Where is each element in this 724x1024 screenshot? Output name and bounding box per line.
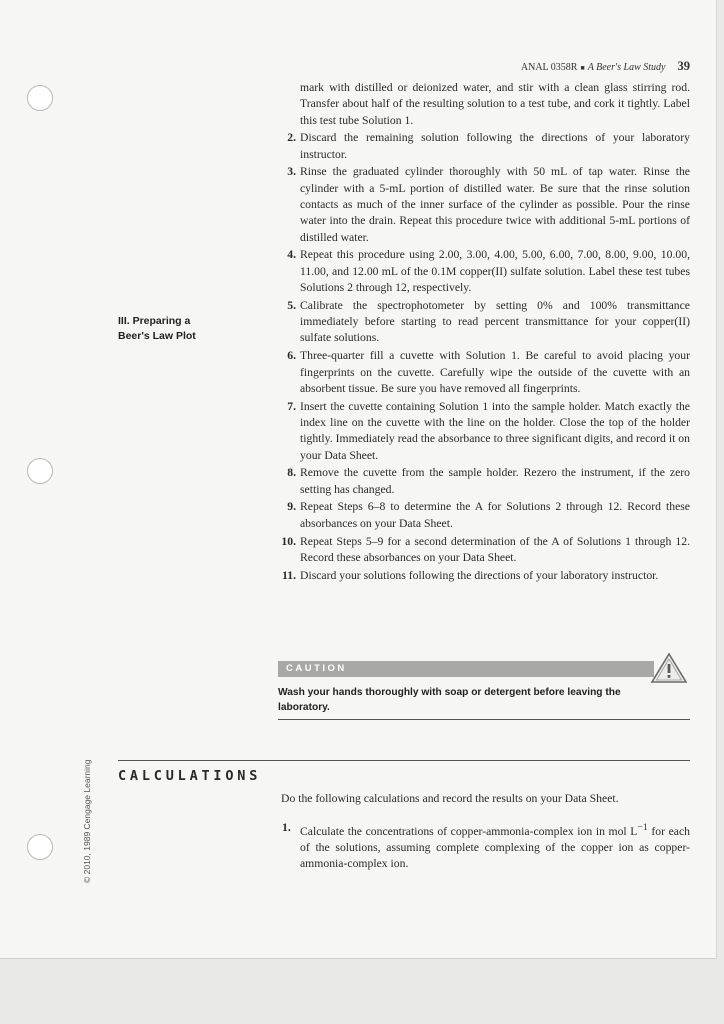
procedure-step [287,130,690,163]
step-number: 6. [287,349,296,363]
binder-hole-bottom [27,834,53,860]
procedure-step [287,298,690,347]
step-number: 4. [287,248,296,262]
caution-label: CAUTION [278,661,654,677]
procedure-step [281,534,690,567]
step-text: Three-quarter fill a cuvette with Solution 1. Be careful to avoid placing your fingerprints on the cuvette. Carefully wipe the outside of the cuvette with an absorbent tissue. Be sure you have removed all fingerprints. [300,349,690,395]
step-text: Insert the cuvette containing Solution 1 into the sample holder. Match exactly the index line on the cuvette with the line on the holder. Close the top of the holder tightly. Immediately read the absorbance to three significant digits, and record it on your Data Sheet. [300,399,690,462]
binder-hole-top [27,85,53,111]
calculations-intro: Do the following calculations and record the results on your Data Sheet. [281,792,619,805]
header-code: ANAL 0358R [520,62,578,73]
section-side-heading [118,314,228,344]
step-text: Repeat Steps 6–8 to determine the A for Solutions 2 through 12. Record these absorbances on your Data Sheet. [300,500,690,530]
section-divider [118,760,690,761]
caution-box [278,661,690,720]
step-number: 11. [282,568,296,582]
step-number: 8. [287,466,296,480]
procedure-steps [281,80,690,585]
step-number: 1. [282,821,291,834]
header-bullet-icon: ■ [580,64,585,72]
step-number: 5. [287,298,296,312]
page-number: 39 [677,59,690,73]
step-text: mark with distilled or deionized water, and stir with a clean glass stirring rod. Transfer about half of the resulting solution to a test tube, and cork it tightly. Label this test tube Solution 1. [300,81,690,127]
step-text: Discard the remaining solution following the directions of your laboratory instructor. [300,131,690,161]
procedure-step [287,247,690,296]
procedure-step [287,499,690,532]
step-number: 3. [287,165,296,179]
step-text: Remove the cuvette from the sample holder. Rezero the instrument, if the zero setting has changed. [300,466,690,496]
warning-triangle-icon [650,652,688,684]
procedure-step [287,399,690,464]
step-number: 9. [287,500,296,514]
procedure-step [282,568,690,584]
procedure-step [300,80,690,129]
step-number: 7. [287,399,296,413]
step-text: Calibrate the spectrophotometer by setting 0% and 100% transmittance immediately before starting to read percent transmittance for your copper(II) sulfate solutions. [300,298,690,345]
step-text: Repeat this procedure using 2.00, 3.00, 4.00, 5.00, 6.00, 7.00, 8.00, 9.00, 10.00, 11.00, and 12.00 mL of the 0.1M copper(II) sulfate solution. Label these test tubes Solutions 2 through 12, respectively. [300,248,690,295]
procedure-step [287,348,690,397]
step-number: 10. [281,534,296,548]
step-text: Repeat Steps 5–9 for a second determination of the A of Solutions 1 through 12. Record these absorbances on your Data Sheet. [300,534,690,564]
side-heading-line-1: III. Preparing a [118,315,191,327]
step-text: Rinse the graduated cylinder thoroughly with 50 mL of tap water. Rinse the cylinder with a 5-mL portion of distilled water. Be sure that the rinse solution contacts as much of the inner surface of the cylinder as possible. Pour the rinse water into the drain. Repeat this procedure twice with additional 5-mL portions of distilled water. [300,165,690,244]
side-heading-line-2: Beer's Law Plot [118,330,196,342]
binder-hole-middle [27,458,53,484]
caution-message: Wash your hands thoroughly with soap or detergent before leaving the laboratory. [278,687,621,713]
procedure-step [287,164,690,245]
procedure-step [287,465,690,498]
section-title: CALCULATIONS [118,768,262,784]
caution-divider [278,719,690,720]
header-title: A Beer's Law Study [587,62,666,73]
step-text: Discard your solutions following the directions of your laboratory instructor. [300,568,659,582]
step-number: 2. [287,131,296,145]
calc-text-b: for each of the solutions, assuming complete complexing of the copper ion as copper-ammonia-complex ion. [300,824,690,870]
calc-text-a: Calculate the concentrations of copper-ammonia-complex ion in mol L [300,824,638,838]
calculation-step [282,820,690,872]
running-header [460,59,690,74]
calc-superscript: −1 [637,822,648,833]
copyright-notice: © 2010, 1989 Cengage Learning [82,759,92,883]
